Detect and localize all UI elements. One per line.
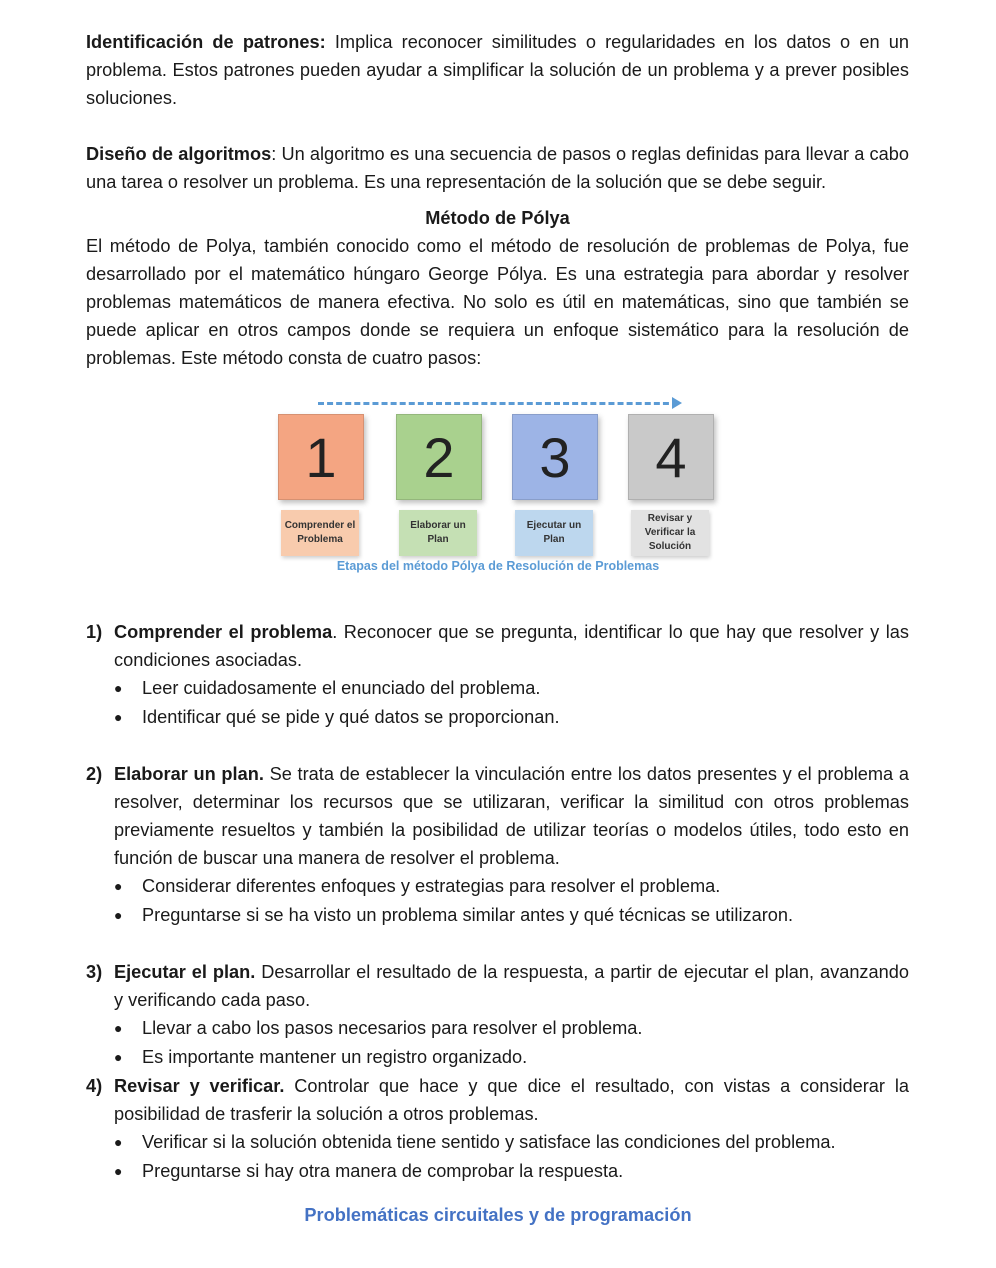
figure-step-4 — [628, 414, 712, 556]
step-label-box: Revisar y Verificar la Solución — [631, 510, 709, 556]
figure-step-2 — [396, 414, 480, 556]
bullet-text: Preguntarse si se ha visto un problema similar antes y qué técnicas se utilizaron. — [142, 905, 794, 925]
step-text: Desarrollar el resultado de la respuesta, a partir de ejecutar el plan, avanzando y verificando cada paso. — [114, 962, 909, 1010]
step-title: Comprender el problema — [114, 622, 333, 642]
bullet-icon: ● — [114, 709, 123, 725]
step-label-box: Elaborar un Plan — [399, 510, 477, 556]
step-text: Se trata de establecer la vinculación entre los datos presentes y el problema a resolver, determinar los recursos que se utilizaran, verificar la similitud con otros problemas previamente resueltos y también la posibilidad de utilizar teorías o modelos útiles, todo esto en función de buscar una manera de resolver el problema. — [114, 764, 909, 868]
bullet-list — [114, 1128, 909, 1186]
bullet-icon: ● — [114, 1020, 123, 1036]
section-title: Método de Pólya — [425, 208, 570, 228]
bullet-text: Considerar diferentes enfoques y estrategias para resolver el problema. — [142, 876, 721, 896]
step-item-4 — [86, 1072, 909, 1186]
bullet-icon: ● — [114, 878, 123, 894]
paragraph-patrones — [86, 28, 909, 112]
bullet-list — [114, 674, 909, 732]
list-item — [114, 674, 909, 703]
bullet-icon: ● — [114, 1049, 123, 1065]
step-number-box: 4 — [628, 414, 714, 500]
step-number-box: 3 — [512, 414, 598, 500]
paragraph-algoritmos — [86, 140, 909, 196]
figure-step-1 — [278, 414, 362, 556]
step-number-box: 2 — [396, 414, 482, 500]
polya-figure — [278, 394, 718, 584]
bullet-list — [114, 1014, 909, 1072]
document-page — [86, 28, 909, 1186]
text-algoritmos: : Un algoritmo es una secuencia de pasos o reglas definidas para llevar a cabo una tarea o resolver un problema. Es una representación de la solución que se debe seguir. — [86, 144, 909, 192]
step-title: Ejecutar el plan. — [114, 962, 256, 982]
step-number: 2) — [86, 764, 103, 784]
arrow-right-icon — [672, 397, 682, 409]
term-patrones: Identificación de patrones: — [86, 32, 326, 52]
step-title: Revisar y verificar. — [114, 1076, 285, 1096]
figure-step-3 — [512, 414, 596, 556]
bullet-text: Preguntarse si hay otra manera de comprobar la respuesta. — [142, 1161, 624, 1181]
list-item — [114, 901, 909, 930]
step-number: 3) — [86, 962, 103, 982]
step-text: . Reconocer que se pregunta, identificar lo que hay que resolver y las condiciones asociadas. — [114, 622, 909, 670]
bullet-icon: ● — [114, 907, 123, 923]
list-item — [114, 1043, 909, 1072]
step-label-box: Comprender el Problema — [281, 510, 359, 556]
list-item — [114, 1157, 909, 1186]
term-algoritmos: Diseño de algoritmos — [86, 144, 272, 164]
step-item-2 — [86, 760, 909, 930]
list-item — [114, 872, 909, 901]
bullet-text: Identificar qué se pide y qué datos se proporcionan. — [142, 707, 560, 727]
bullet-icon: ● — [114, 1163, 123, 1179]
step-number: 4) — [86, 1076, 103, 1096]
list-item — [114, 1014, 909, 1043]
bullet-text: Verificar si la solución obtenida tiene sentido y satisface las condiciones del problema. — [142, 1132, 836, 1152]
step-item-3 — [86, 958, 909, 1072]
list-item — [114, 1128, 909, 1157]
step-number-box: 1 — [278, 414, 364, 500]
bullet-text: Leer cuidadosamente el enunciado del problema. — [142, 678, 541, 698]
bullet-icon: ● — [114, 1134, 123, 1150]
bullet-text: Llevar a cabo los pasos necesarios para resolver el problema. — [142, 1018, 643, 1038]
page-footer: Problemáticas circuitales y de programación — [304, 1205, 692, 1225]
bullet-list — [114, 872, 909, 930]
section-paragraph: El método de Polya, también conocido como el método de resolución de problemas de Polya, fue desarrollado por el matemático húngaro George Pólya. Es una estrategia para abordar y resolver problemas matemáticos de manera efectiva. No solo es útil en matemáticas, sino que también se puede aplicar en otros campos donde se requiera un enfoque sistemático para la resolución de problemas. Este método consta de cuatro pasos: — [86, 236, 909, 368]
step-item-1 — [86, 618, 909, 732]
text-patrones: Implica reconocer similitudes o regularidades en los datos o en un problema. Estos patrones pueden ayudar a simplificar la solución de un problema y a prever posibles soluciones. — [86, 32, 909, 108]
bullet-text: Es importante mantener un registro organizado. — [142, 1047, 528, 1067]
step-label-box: Ejecutar un Plan — [515, 510, 593, 556]
step-title: Elaborar un plan. — [114, 764, 264, 784]
list-item — [114, 703, 909, 732]
step-text: Controlar que hace y que dice el resultado, con vistas a considerar la posibilidad de trasferir la solución a otros problemas. — [114, 1076, 909, 1124]
bullet-icon: ● — [114, 680, 123, 696]
step-number: 1) — [86, 622, 103, 642]
dashed-arrow-line — [318, 402, 678, 405]
figure-caption: Etapas del método Pólya de Resolución de Problemas — [336, 559, 660, 573]
